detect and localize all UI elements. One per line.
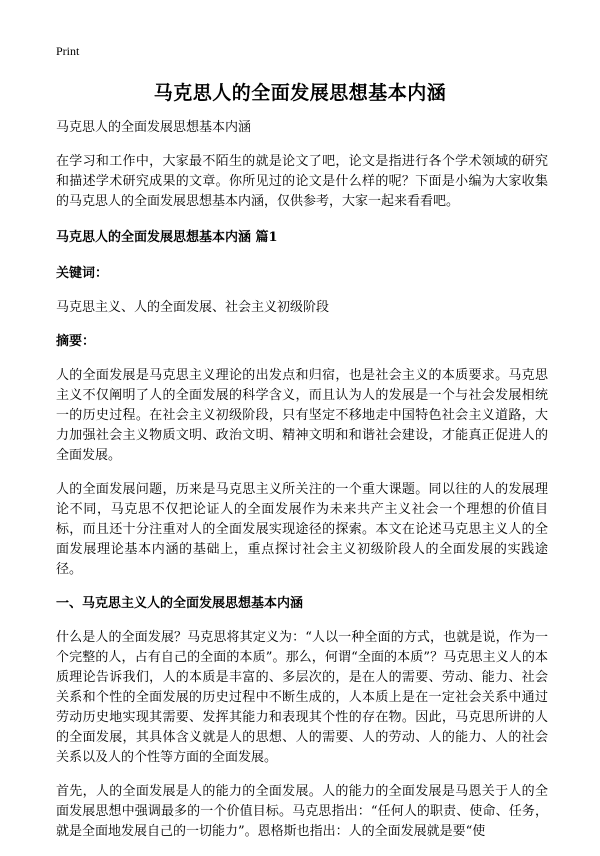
keywords-text: 马克思主义、人的全面发展、社会主义初级阶段: [56, 300, 330, 315]
abstract-paragraph-2: 人的全面发展问题，历来是马克思主义所关注的一个重大课题。同以往的人的发展理论不同，马克思不仅把论证人的全面发展作为未来共产主义社会一个理想的价值目标，而且还十分注重对人的全面发展实现途径的探索。本文在论述马克思主义人的全面发展理论基本内涵的基础上，重点探讨社会主义初级阶段人的全面发展的实践途径。: [56, 482, 548, 577]
section-1-heading: 一、马克思主义人的全面发展思想基本内涵: [56, 596, 304, 611]
document-body: [56, 118, 548, 856]
section-1-paragraph-1: 什么是人的全面发展？马克思将其定义为：“人以一种全面的方式，也就是说，作为一个完整的人，占有自己的全面的本质”。那么，何谓“全面的本质”？马克思主义人的本质理论告诉我们，人的本质是丰富的、多层次的，是在人的需要、劳动、能力、社会关系和个性的全面发展的历史过程中不断生成的，人本质上是在一定社会关系中通过劳动历史地实现其需要、发挥其能力和表现其个性的存在物。因此，马克思所讲的人的全面发展，其具体含义就是人的思想、人的需要、人的劳动、人的能力、人的社会关系以及人的个性等方面的全面发展。: [56, 630, 548, 765]
article-heading: 马克思人的全面发展思想基本内涵 篇1: [56, 230, 278, 245]
intro-paragraph: 在学习和工作中，大家最不陌生的就是论文了吧，论文是指进行各个学术领域的研究和描述学术研究成果的文章。你所见过的论文是什么样的呢？下面是小编为大家收集的马克思人的全面发展思想基本内涵，仅供参考，大家一起来看看吧。: [56, 154, 548, 209]
print-link[interactable]: Print: [56, 44, 80, 58]
section-1-paragraph-2: 首先，人的全面发展是人的能力的全面发展。人的能力的全面发展是马恩关于人的全面发展思想中强调最多的一个价值目标。马克思指出：“任何人的职责、使命、任务，就是全面地发展自己的一切能力”。恩格斯也指出：人的全面发展就是要“使: [56, 784, 548, 839]
document-title: 马克思人的全面发展思想基本内涵: [153, 82, 447, 104]
abstract-paragraph-1: 人的全面发展是马克思主义理论的出发点和归宿，也是社会主义的本质要求。马克思主义不仅阐明了人的全面发展的科学含义，而且认为人的发展是一个与社会发展相统一的历史过程。在社会主义初级阶段，只有坚定不移地走中国特色社会主义道路，大力加强社会主义物质文明、政治文明、精神文明和和谐社会建设，才能真正促进人的全面发展。: [56, 368, 548, 463]
abstract-label: 摘要：: [56, 334, 96, 349]
document-subtitle: 马克思人的全面发展思想基本内涵: [56, 120, 252, 135]
keywords-label: 关键词：: [56, 266, 109, 281]
